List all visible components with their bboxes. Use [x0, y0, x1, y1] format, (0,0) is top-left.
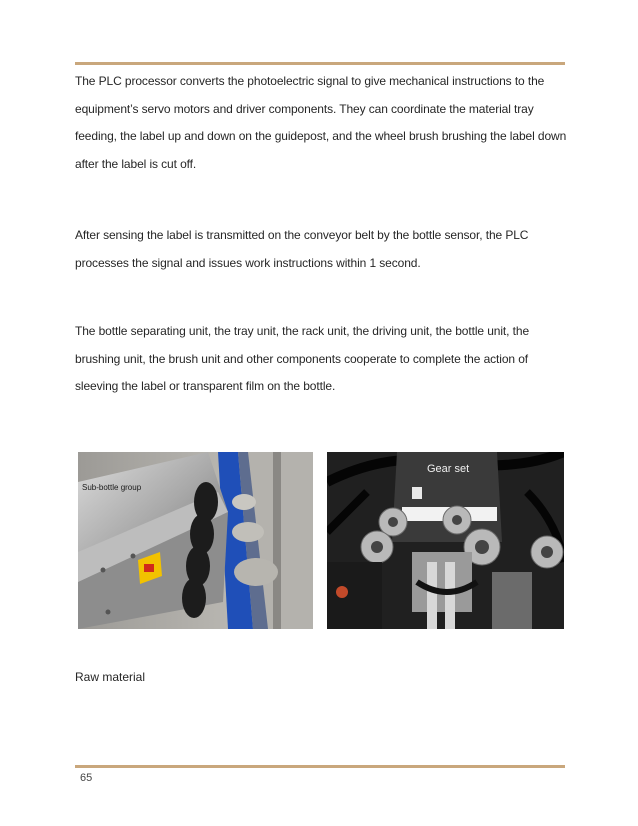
photo-label-gear-set: Gear set — [427, 463, 470, 475]
paragraph-label-sensing: After sensing the label is transmitted on the conveyor belt by the bottle sensor, the PLC processes the signal and issues work instructions within 1 second. — [75, 228, 529, 270]
top-divider — [75, 62, 565, 65]
photo-gear-set — [327, 452, 564, 629]
paragraph-plc-processor: The PLC processor converts the photoelectric signal to give mechanical instructions to the equipment’s servo motors and driver components. They can coordinate the material tray feeding, the label up and down on the guidepost, and the wheel brush brushing the label down after the label is cut off. — [75, 74, 567, 171]
page-number: 65 — [80, 772, 93, 784]
photo-label-sub-bottle-group: Sub-bottle group — [82, 483, 142, 492]
paragraph-units-cooperation: The bottle separating unit, the tray unit, the rack unit, the driving unit, the bottle unit, the brushing unit, the brush unit and other components cooperate to complete the action of sleeving the label or transparent film on the bottle. — [75, 324, 530, 393]
bottom-divider — [75, 765, 565, 768]
caption: Raw material — [75, 670, 146, 684]
photo-sub-bottle-group — [78, 452, 313, 629]
